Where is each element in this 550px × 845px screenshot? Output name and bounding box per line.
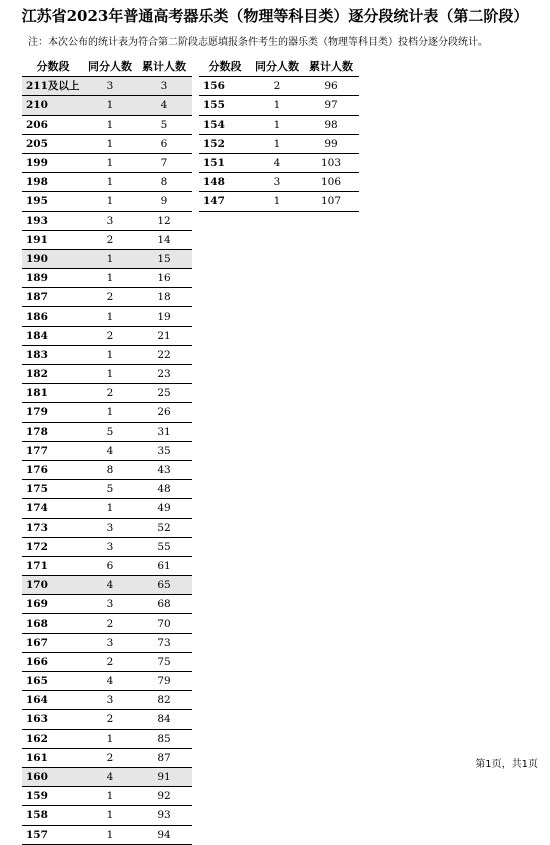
table-row xyxy=(199,153,359,172)
cell-same-count: 4 xyxy=(84,441,136,460)
cell-same-count: 2 xyxy=(251,77,303,96)
cell-cumulative: 22 xyxy=(136,345,192,364)
cell-cumulative: 93 xyxy=(136,806,192,825)
cell-same-count: 1 xyxy=(84,365,136,384)
cell-score: 177 xyxy=(22,441,84,460)
cell-score: 210 xyxy=(22,96,84,115)
cell-same-count: 1 xyxy=(84,787,136,806)
page-title: 江苏省2023年普通高考器乐类（物理等科目类）逐分段统计表（第二阶段） xyxy=(21,7,529,25)
table-row xyxy=(199,134,359,153)
cell-same-count: 1 xyxy=(84,729,136,748)
cell-score: 147 xyxy=(199,192,251,211)
table-header-row xyxy=(22,58,192,77)
table-row xyxy=(22,134,192,153)
cell-score: 154 xyxy=(199,115,251,134)
cell-score: 195 xyxy=(22,192,84,211)
cell-score: 148 xyxy=(199,173,251,192)
table-row xyxy=(22,633,192,652)
cell-cumulative: 49 xyxy=(136,499,192,518)
header-score: 分数段 xyxy=(22,58,84,77)
table-row xyxy=(22,230,192,249)
header-score: 分数段 xyxy=(199,58,251,77)
cell-cumulative: 12 xyxy=(136,211,192,230)
cell-score: 206 xyxy=(22,115,84,134)
cell-score: 193 xyxy=(22,211,84,230)
cell-cumulative: 14 xyxy=(136,230,192,249)
cell-score: 182 xyxy=(22,365,84,384)
cell-same-count: 2 xyxy=(84,614,136,633)
cell-cumulative: 9 xyxy=(136,192,192,211)
cell-cumulative: 75 xyxy=(136,652,192,671)
cell-score: 172 xyxy=(22,537,84,556)
cell-cumulative: 21 xyxy=(136,326,192,345)
cell-score: 151 xyxy=(199,153,251,172)
cell-score: 158 xyxy=(22,806,84,825)
cell-score: 160 xyxy=(22,767,84,786)
cell-score: 167 xyxy=(22,633,84,652)
cell-score: 183 xyxy=(22,345,84,364)
table-row xyxy=(22,825,192,844)
table-row xyxy=(199,192,359,211)
cell-same-count: 1 xyxy=(84,115,136,134)
table-row xyxy=(22,537,192,556)
cell-score: 211及以上 xyxy=(22,77,84,96)
cell-same-count: 5 xyxy=(84,422,136,441)
table-row xyxy=(22,595,192,614)
table-row xyxy=(199,115,359,134)
cell-same-count: 5 xyxy=(84,480,136,499)
header-same-count: 同分人数 xyxy=(84,58,136,77)
cell-score: 161 xyxy=(22,748,84,767)
table-row xyxy=(22,77,192,96)
cell-score: 157 xyxy=(22,825,84,844)
score-table-left xyxy=(22,58,192,845)
table-row xyxy=(22,365,192,384)
cell-score: 190 xyxy=(22,249,84,268)
cell-same-count: 1 xyxy=(84,307,136,326)
cell-cumulative: 55 xyxy=(136,537,192,556)
table-note: 注：本次公布的统计表为符合第二阶段志愿填报条件考生的器乐类（物理等科目类）投档分逐分段统计。 xyxy=(28,37,488,48)
table-row xyxy=(22,672,192,691)
table-row xyxy=(22,288,192,307)
cell-score: 156 xyxy=(199,77,251,96)
cell-same-count: 4 xyxy=(251,153,303,172)
table-row xyxy=(22,614,192,633)
table-row xyxy=(22,787,192,806)
cell-cumulative: 107 xyxy=(303,192,359,211)
cell-score: 162 xyxy=(22,729,84,748)
cell-cumulative: 19 xyxy=(136,307,192,326)
page-footer: 第1页，共1页 xyxy=(475,759,538,770)
table-row xyxy=(22,384,192,403)
cell-score: 187 xyxy=(22,288,84,307)
cell-score: 173 xyxy=(22,518,84,537)
cell-same-count: 4 xyxy=(84,576,136,595)
cell-score: 165 xyxy=(22,672,84,691)
cell-same-count: 1 xyxy=(251,96,303,115)
cell-same-count: 1 xyxy=(84,153,136,172)
cell-same-count: 1 xyxy=(251,115,303,134)
table-row xyxy=(199,173,359,192)
cell-score: 191 xyxy=(22,230,84,249)
cell-cumulative: 23 xyxy=(136,365,192,384)
cell-same-count: 3 xyxy=(84,595,136,614)
cell-same-count: 2 xyxy=(84,230,136,249)
cell-score: 198 xyxy=(22,173,84,192)
table-row xyxy=(22,460,192,479)
table-row xyxy=(22,441,192,460)
cell-same-count: 3 xyxy=(84,77,136,96)
cell-cumulative: 3 xyxy=(136,77,192,96)
table-row xyxy=(22,115,192,134)
table-row xyxy=(22,748,192,767)
cell-cumulative: 31 xyxy=(136,422,192,441)
cell-cumulative: 26 xyxy=(136,403,192,422)
cell-same-count: 1 xyxy=(84,403,136,422)
cell-score: 174 xyxy=(22,499,84,518)
cell-score: 205 xyxy=(22,134,84,153)
cell-cumulative: 97 xyxy=(303,96,359,115)
cell-score: 199 xyxy=(22,153,84,172)
table-row xyxy=(22,173,192,192)
cell-cumulative: 68 xyxy=(136,595,192,614)
cell-same-count: 8 xyxy=(84,460,136,479)
cell-cumulative: 91 xyxy=(136,767,192,786)
cell-same-count: 3 xyxy=(84,691,136,710)
cell-same-count: 6 xyxy=(84,556,136,575)
cell-same-count: 1 xyxy=(84,825,136,844)
header-same-count: 同分人数 xyxy=(251,58,303,77)
table-row xyxy=(22,249,192,268)
cell-same-count: 3 xyxy=(251,173,303,192)
cell-cumulative: 94 xyxy=(136,825,192,844)
cell-same-count: 1 xyxy=(84,192,136,211)
cell-score: 169 xyxy=(22,595,84,614)
cell-score: 159 xyxy=(22,787,84,806)
cell-same-count: 1 xyxy=(251,192,303,211)
table-row xyxy=(22,192,192,211)
cell-same-count: 4 xyxy=(84,767,136,786)
cell-cumulative: 73 xyxy=(136,633,192,652)
table-row xyxy=(22,652,192,671)
cell-same-count: 3 xyxy=(84,518,136,537)
cell-same-count: 1 xyxy=(84,96,136,115)
cell-same-count: 1 xyxy=(84,134,136,153)
cell-score: 189 xyxy=(22,269,84,288)
cell-cumulative: 16 xyxy=(136,269,192,288)
table-row xyxy=(199,77,359,96)
table-row xyxy=(22,96,192,115)
table-header-row xyxy=(199,58,359,77)
table-row xyxy=(22,518,192,537)
cell-score: 164 xyxy=(22,691,84,710)
table-row xyxy=(22,556,192,575)
cell-cumulative: 5 xyxy=(136,115,192,134)
cell-cumulative: 84 xyxy=(136,710,192,729)
cell-score: 179 xyxy=(22,403,84,422)
table-row xyxy=(22,710,192,729)
cell-same-count: 1 xyxy=(84,499,136,518)
cell-cumulative: 8 xyxy=(136,173,192,192)
cell-score: 168 xyxy=(22,614,84,633)
cell-same-count: 2 xyxy=(84,384,136,403)
cell-score: 155 xyxy=(199,96,251,115)
cell-cumulative: 18 xyxy=(136,288,192,307)
cell-same-count: 2 xyxy=(84,748,136,767)
cell-cumulative: 43 xyxy=(136,460,192,479)
cell-same-count: 3 xyxy=(84,211,136,230)
table-row xyxy=(22,480,192,499)
table-row xyxy=(22,153,192,172)
cell-same-count: 1 xyxy=(84,173,136,192)
cell-score: 178 xyxy=(22,422,84,441)
cell-same-count: 3 xyxy=(84,633,136,652)
cell-score: 184 xyxy=(22,326,84,345)
cell-same-count: 3 xyxy=(84,537,136,556)
score-table-right xyxy=(199,58,359,212)
cell-score: 170 xyxy=(22,576,84,595)
table-row xyxy=(22,326,192,345)
cell-same-count: 4 xyxy=(84,672,136,691)
cell-same-count: 1 xyxy=(84,806,136,825)
cell-cumulative: 61 xyxy=(136,556,192,575)
table-row xyxy=(22,767,192,786)
header-cumulative: 累计人数 xyxy=(303,58,359,77)
table-row xyxy=(22,211,192,230)
cell-score: 152 xyxy=(199,134,251,153)
cell-cumulative: 25 xyxy=(136,384,192,403)
cell-cumulative: 87 xyxy=(136,748,192,767)
table-row xyxy=(22,806,192,825)
cell-same-count: 1 xyxy=(251,134,303,153)
cell-cumulative: 4 xyxy=(136,96,192,115)
cell-cumulative: 52 xyxy=(136,518,192,537)
cell-cumulative: 15 xyxy=(136,249,192,268)
table-row xyxy=(22,269,192,288)
cell-score: 175 xyxy=(22,480,84,499)
table-row xyxy=(22,403,192,422)
cell-cumulative: 70 xyxy=(136,614,192,633)
cell-score: 186 xyxy=(22,307,84,326)
cell-score: 163 xyxy=(22,710,84,729)
table-row xyxy=(22,422,192,441)
cell-same-count: 2 xyxy=(84,710,136,729)
table-row xyxy=(22,729,192,748)
cell-score: 171 xyxy=(22,556,84,575)
table-row xyxy=(22,499,192,518)
cell-same-count: 2 xyxy=(84,652,136,671)
cell-cumulative: 106 xyxy=(303,173,359,192)
cell-same-count: 1 xyxy=(84,249,136,268)
cell-cumulative: 96 xyxy=(303,77,359,96)
cell-cumulative: 48 xyxy=(136,480,192,499)
cell-cumulative: 7 xyxy=(136,153,192,172)
cell-same-count: 1 xyxy=(84,269,136,288)
cell-cumulative: 85 xyxy=(136,729,192,748)
cell-cumulative: 92 xyxy=(136,787,192,806)
header-cumulative: 累计人数 xyxy=(136,58,192,77)
cell-cumulative: 6 xyxy=(136,134,192,153)
table-row xyxy=(199,96,359,115)
cell-same-count: 1 xyxy=(84,345,136,364)
cell-cumulative: 82 xyxy=(136,691,192,710)
cell-cumulative: 99 xyxy=(303,134,359,153)
cell-cumulative: 79 xyxy=(136,672,192,691)
cell-score: 166 xyxy=(22,652,84,671)
cell-same-count: 2 xyxy=(84,326,136,345)
cell-cumulative: 98 xyxy=(303,115,359,134)
table-row xyxy=(22,576,192,595)
cell-score: 176 xyxy=(22,460,84,479)
table-row xyxy=(22,307,192,326)
table-row xyxy=(22,691,192,710)
cell-same-count: 2 xyxy=(84,288,136,307)
cell-cumulative: 35 xyxy=(136,441,192,460)
cell-score: 181 xyxy=(22,384,84,403)
cell-cumulative: 103 xyxy=(303,153,359,172)
cell-cumulative: 65 xyxy=(136,576,192,595)
table-row xyxy=(22,345,192,364)
